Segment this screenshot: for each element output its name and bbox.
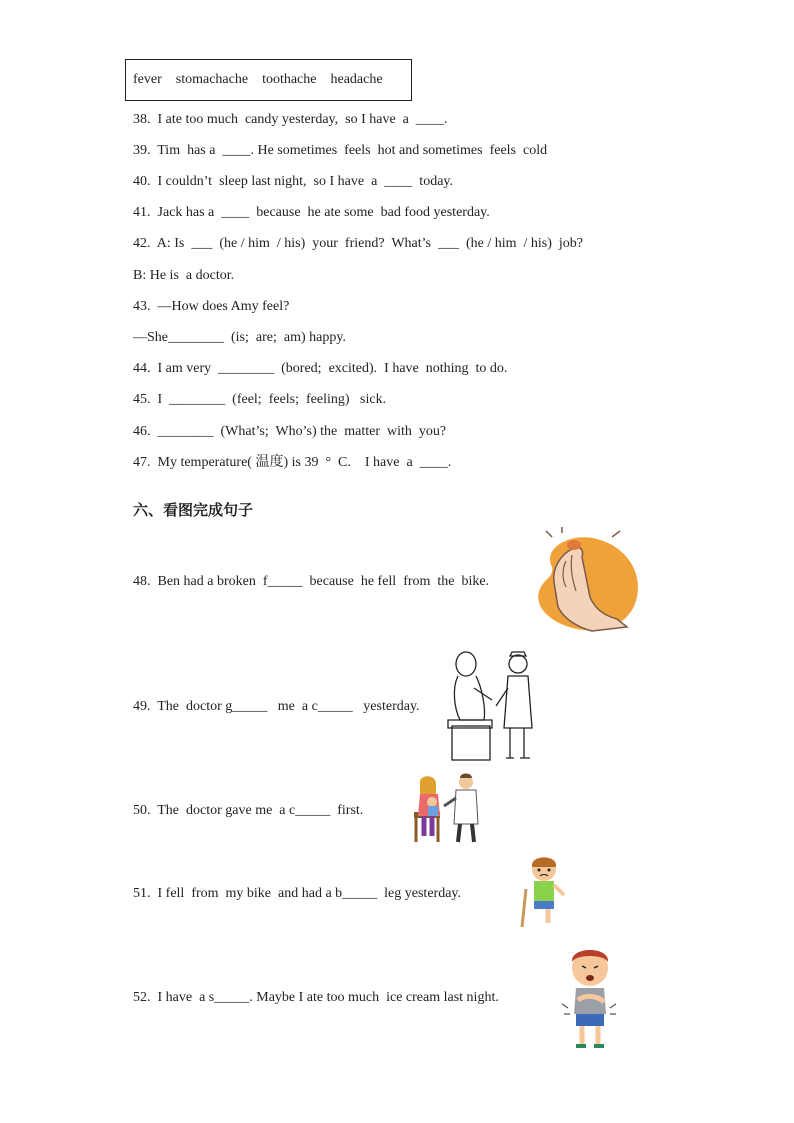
injured-hand-icon [532, 527, 644, 635]
question-41: 41. Jack has a ____ because he ate some bad food yesterday. [133, 205, 490, 220]
word-bank-item: toothache [262, 72, 317, 87]
section-title: 六、看图完成句子 [133, 501, 254, 519]
question-44: 44. I am very ________ (bored; excited). I have nothing to do. [133, 361, 508, 376]
question-50: 50. The doctor gave me a c_____ first. [133, 803, 364, 818]
word-bank [125, 59, 412, 101]
question-47: 47. My temperature( 温度) is 39 ° C. I have a ____. [133, 455, 452, 470]
question-52: 52. I have a s_____. Maybe I ate too much ice cream last night. [133, 990, 499, 1005]
question-40: 40. I couldn’t sleep last night, so I have a ____ today. [133, 174, 453, 189]
boy-crutch-icon [518, 855, 570, 929]
question-42-answer: B: He is a doctor. [133, 268, 235, 283]
question-38: 38. I ate too much candy yesterday, so I have a ____. [133, 112, 448, 127]
question-49: 49. The doctor g_____ me a c_____ yesterday. [133, 699, 420, 714]
question-43: 43. —How does Amy feel? [133, 299, 290, 314]
question-43-answer: —She________ (is; are; am) happy. [133, 330, 346, 345]
word-bank-item: stomachache [175, 72, 249, 87]
doctor-child-icon [410, 772, 484, 846]
question-48: 48. Ben had a broken f_____ because he fell from the bike. [133, 574, 490, 589]
boy-stomachache-icon [558, 944, 622, 1054]
question-42: 42. A: Is ___ (he / him / his) your friend? What’s ___ (he / him / his) job? [133, 236, 584, 251]
question-39: 39. Tim has a ____. He sometimes feels hot and sometimes feels cold [133, 143, 548, 158]
doctor-checkup-icon [444, 648, 540, 762]
question-45: 45. I ________ (feel; feels; feeling) sick. [133, 392, 387, 407]
word-bank-item: fever [133, 72, 162, 87]
question-46: 46. ________ (What’s; Who’s) the matter with you? [133, 424, 447, 439]
word-bank-item: headache [330, 72, 383, 87]
question-51: 51. I fell from my bike and had a b_____ leg yesterday. [133, 886, 462, 901]
